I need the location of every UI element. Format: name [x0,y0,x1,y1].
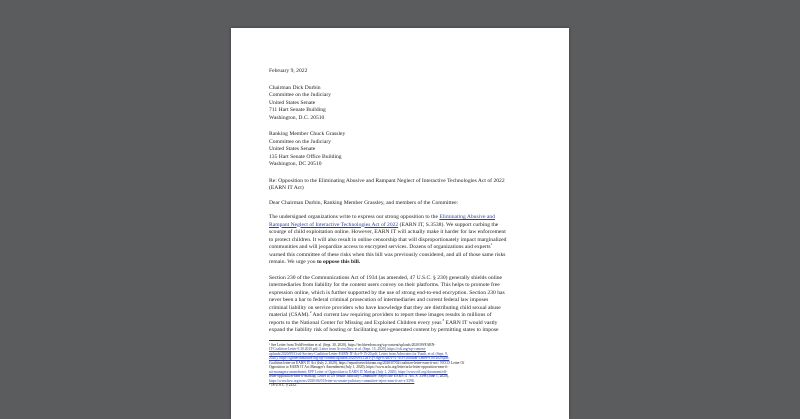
document-page [231,28,569,419]
subject-line-2: (EARN IT Act) [269,185,304,191]
footnote-line: ¹ See Letter from TechFreedom et al. (Sept. 30, 2020), https://techfreedom.org/wp-content/uploads/2020/09/EARN- [269,342,436,347]
address-line: Washington, D.C. 20510 [269,114,325,121]
footnote-line: Opposition to EARN IT Act Manager's Amendment (July 1, 2020), https://www.aclu.org/letter/aclu-letter-opposition-earn-it- [269,365,449,370]
footnote-link-line[interactable]: uploads/2020/09/Civil-Society-Coalition-Letter-EARN-IT-Act-9-15-20.pdf; Letter from Advocates for Youth, et al. (Sept. 9, [269,351,448,356]
paragraph-line: expression online, which is further supported by the use of strong end-to-end encryption. Section 230 has [269,289,505,296]
subject-line-1: Re: Opposition to the Eliminating Abusive and Rampant Neglect of Interactive Technologies Act of 2022 [269,177,505,184]
paragraph-line: intermediaries from liability for the content users convey on their platforms. This helps to promote free [269,282,500,288]
address-line: 135 Hart Senate Office Building [269,153,342,160]
address-line: United States Senate [269,146,316,152]
address-line: Committee on the Judiciary [269,92,331,98]
letter-date: February 9, 2022 [269,68,308,74]
text-run: EARN IT would vastly [444,319,498,326]
text-run: reports to the National Center for Missing and Exploited Children every year. [269,319,443,326]
address-line: Chairman Dick Durbin [269,84,321,91]
paragraph-line [269,222,565,230]
paragraph-line: to protect children. It will also result in online censorship that will disproportionately impact marginalized [269,236,507,243]
text-run: communities and will jeopardize access to encrypted services. Dozens of organizations and experts [269,244,491,250]
footnote-ref[interactable]: 2 [309,310,312,315]
paragraph-opposition [269,214,565,267]
paragraph-line [269,214,565,222]
paragraph-line [269,317,565,328]
paragraph-line: warned this committee of these risks when this bill was previously considered, and all of those same risks [269,251,506,258]
paragraph-line [269,259,565,267]
text-run: And current law requiring providers to report these images results in millions of [311,312,492,318]
paragraph-section-230 [269,275,565,335]
footnote-ref[interactable]: 1 [490,242,493,247]
footnote-line: letter-opposition-earn-it-markup; Letter to US Senate Judiciary Committee: Reject the EARN IT Act, S. 3398 (June 1, 2020), [269,374,449,379]
paragraph-line [269,244,565,252]
paragraph-line [269,312,565,320]
footnote-link-line[interactable]: act-managers-amendment; EFF Letter of Opposition to EARN IT Markup (July 1, 2020), https://www.eff.org/document/eff- [269,369,448,374]
subject-line [269,178,565,193]
paragraph-line: criminal liability on service providers who have knowledge that they are distributing child sexual abuse [269,304,501,311]
text-run: material (CSAM). [269,312,310,318]
recipient-address-1 [269,85,565,123]
footnote-2: ² 18 U.S.C. § 2252. [269,383,297,388]
paragraph-line: scourge of child exploitation online. However, EARN IT will actually make it harder for law enforcement [269,229,506,235]
recipient-address-2 [269,131,565,169]
paragraph-line: never been a bar to federal criminal prosecution of intermediaries and current federal law imposes [269,297,489,303]
footnotes [269,343,565,388]
footnote-link-line[interactable]: https://www.hrw.org/news/2020/06/01/letter-us-senate-judiciary-committee-reject-earn-it-act-s-3398. [269,378,415,383]
footnote-link-line[interactable]: 2020), https://lgbttechinstitute.org/wp-content/uploads/2020/09/LGBTQ-Orgs-EARN-IT-Act-Coalition-Letter-9.09.2020.pdf; [269,356,450,361]
address-line: United States Senate [269,99,316,106]
paragraph-line: Section 230 of the Communications Act of 1934 (as amended, 47 U.S.C. § 230) generally shields online [269,274,503,281]
emphasis-text: to oppose this bill. [316,259,361,265]
footnote-line: Coalition letter on EARN IT Act (July 2, 2020), https://reportfortechforum.org/2020/07/02/coalition-letter-earn-it-act/; NCCO Letter Of [269,360,465,365]
footnote-link-line[interactable]: IT-Coalition-Letter-9.30.2020.pdf; Letter from AccessNow et al. (Sept. 15, 2020), https://cdt.org/wp-content- [269,347,426,352]
address-line: 711 Hart Senate Building [269,107,326,113]
salutation: Dear Chairman Durbin, Ranking Member Grassley, and members of the Committee: [269,199,459,206]
address-line: Ranking Member Chuck Grassley [269,131,346,137]
bill-title-link[interactable]: Eliminating Abusive and [439,214,495,220]
text-run: remain. We urge you [269,259,317,265]
footnote-ref[interactable]: 3 [442,317,445,322]
bill-title-link-cont[interactable]: Rampant Neglect of Interactive Technologies Act of 2022 [269,221,399,228]
paragraph-line: expand the liability risk of hosting or facilitating user-generated content by permitting states to impose [269,327,499,333]
letter-body [269,68,565,388]
text-run: The undersigned organizations write to express our strong opposition to the [269,214,440,220]
footnote-divider [269,340,354,341]
text-run: (EARN IT, S.3538). We support curbing the [398,221,499,228]
address-line: Washington, DC 20510 [269,161,322,167]
address-line: Committee on the Judiciary [269,138,331,145]
